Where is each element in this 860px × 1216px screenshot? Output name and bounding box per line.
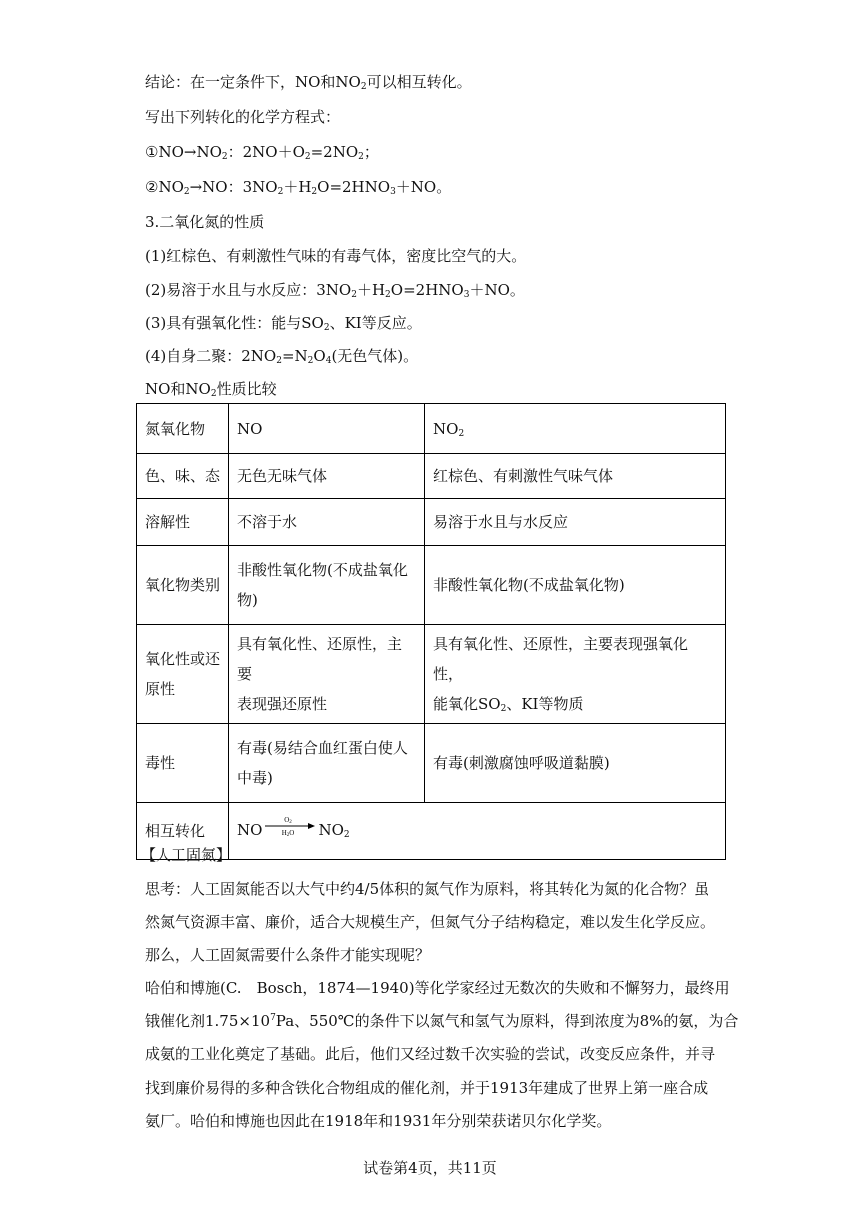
comparison-table xyxy=(136,403,726,860)
table-cell: 无色无味气体 xyxy=(229,454,425,499)
paragraph-line: 找到廉价易得的多种含铁化合物组成的催化剂，并于1913年建成了世界上第一座合成 xyxy=(145,1079,709,1097)
table-cell: 毒性 xyxy=(137,724,229,803)
table-cell: 具有氧化性、还原性，主要表现强氧化性， 能氧化$SO_2$、KI等物质 xyxy=(425,625,726,724)
page-footer: 试卷第4页，共11页 xyxy=(363,1159,497,1177)
table-cell: NO xyxy=(229,404,425,454)
table-row xyxy=(137,546,726,625)
table-row xyxy=(137,625,726,724)
table-row xyxy=(137,499,726,546)
paragraph-line: 哈伯和博施(C. Bosch，1874—1940)等化学家经过无数次的失败和不懈努力，最终用 xyxy=(145,979,730,997)
equation-1: $①NO\to NO_2$：$2NO+O_2=2NO_2$； xyxy=(145,143,379,162)
paragraph-line: 成氨的工业化奠定了基础。此后，他们又经过数千次实验的尝试，改变反应条件，并寻 xyxy=(145,1045,716,1063)
table-row xyxy=(137,404,726,454)
section-heading-properties: 3.二氧化氮的性质 xyxy=(145,213,265,231)
property-2: (2)易溶于水且与水反应：$3NO_2+H_2O=2HNO_3+NO$。 xyxy=(145,281,525,300)
paragraph-line: 思考：人工固氮能否以大气中约4/5体积的氮气作为原料，将其转化为氮的化合物？虽 xyxy=(145,880,710,898)
table-cell: 红棕色、有刺激性气味气体 xyxy=(425,454,726,499)
table-cell: 相互转化 xyxy=(137,803,229,860)
paragraph-line: 氨厂。哈伯和博施也因此在1918年和1931年分别荣获诺贝尔化学奖。 xyxy=(145,1112,612,1130)
table-cell: 氧化性或还 原性 xyxy=(137,625,229,724)
arrow-label-top: O2 xyxy=(284,816,293,825)
table-cell: 有毒(易结合血红蛋白使人 中毒) xyxy=(229,724,425,803)
table-row xyxy=(137,454,726,499)
arrow-label-bottom: H2O xyxy=(282,829,295,838)
paragraph-line: 那么，人工固氮需要什么条件才能实现呢？ xyxy=(145,946,431,964)
table-cell: 氮氧化物 xyxy=(137,404,229,454)
table-cell: 溶解性 xyxy=(137,499,229,546)
table-row xyxy=(137,724,726,803)
table-cell: NO O2 H2O $NO_2$ xyxy=(229,803,726,860)
table-cell: 非酸性氧化物(不成盐氧化物) xyxy=(425,546,726,625)
table-cell: 氧化物类别 xyxy=(137,546,229,625)
table-cell: 色、味、态 xyxy=(137,454,229,499)
paragraph-line: 然氮气资源丰富、廉价，适合大规模生产，但氮气分子结构稳定，难以发生化学反应。 xyxy=(145,913,716,931)
equation-2: $②NO_2\to NO$：$3NO_2+H_2O=2HNO_3+NO$。 xyxy=(145,178,452,197)
property-3: (3)具有强氧化性：能与$SO_2$、KI等反应。 xyxy=(145,314,422,333)
table-cell: 易溶于水且与水反应 xyxy=(425,499,726,546)
table-cell: 不溶于水 xyxy=(229,499,425,546)
section-heading-fixation: 【人工固氮】 xyxy=(141,846,232,864)
table-caption: NO和$NO_2$性质比较 xyxy=(145,380,277,399)
table-cell: 有毒(刺激腐蚀呼吸道黏膜) xyxy=(425,724,726,803)
table-cell: 非酸性氧化物(不成盐氧化 物) xyxy=(229,546,425,625)
conclusion-line: 结论：在一定条件下，NO和$NO_2$可以相互转化。 xyxy=(145,73,472,92)
table-cell: $NO_2$ xyxy=(425,404,726,454)
property-4: (4)自身二聚：$2NO_2=N_2O_4$(无色气体)。 xyxy=(145,347,419,366)
table-cell: 具有氧化性、还原性，主要 表现强还原性 xyxy=(229,625,425,724)
instruction-line: 写出下列转化的化学方程式： xyxy=(145,108,341,126)
paragraph-line: 锇催化剂$1.75\times 10^7Pa$、550℃的条件下以氮气和氢气为原料，得到浓度为8%的氨，为合 xyxy=(145,1012,739,1030)
property-1: (1)红棕色、有刺激性气味的有毒气体，密度比空气的大。 xyxy=(145,247,527,265)
reversible-arrow-icon xyxy=(264,813,316,849)
